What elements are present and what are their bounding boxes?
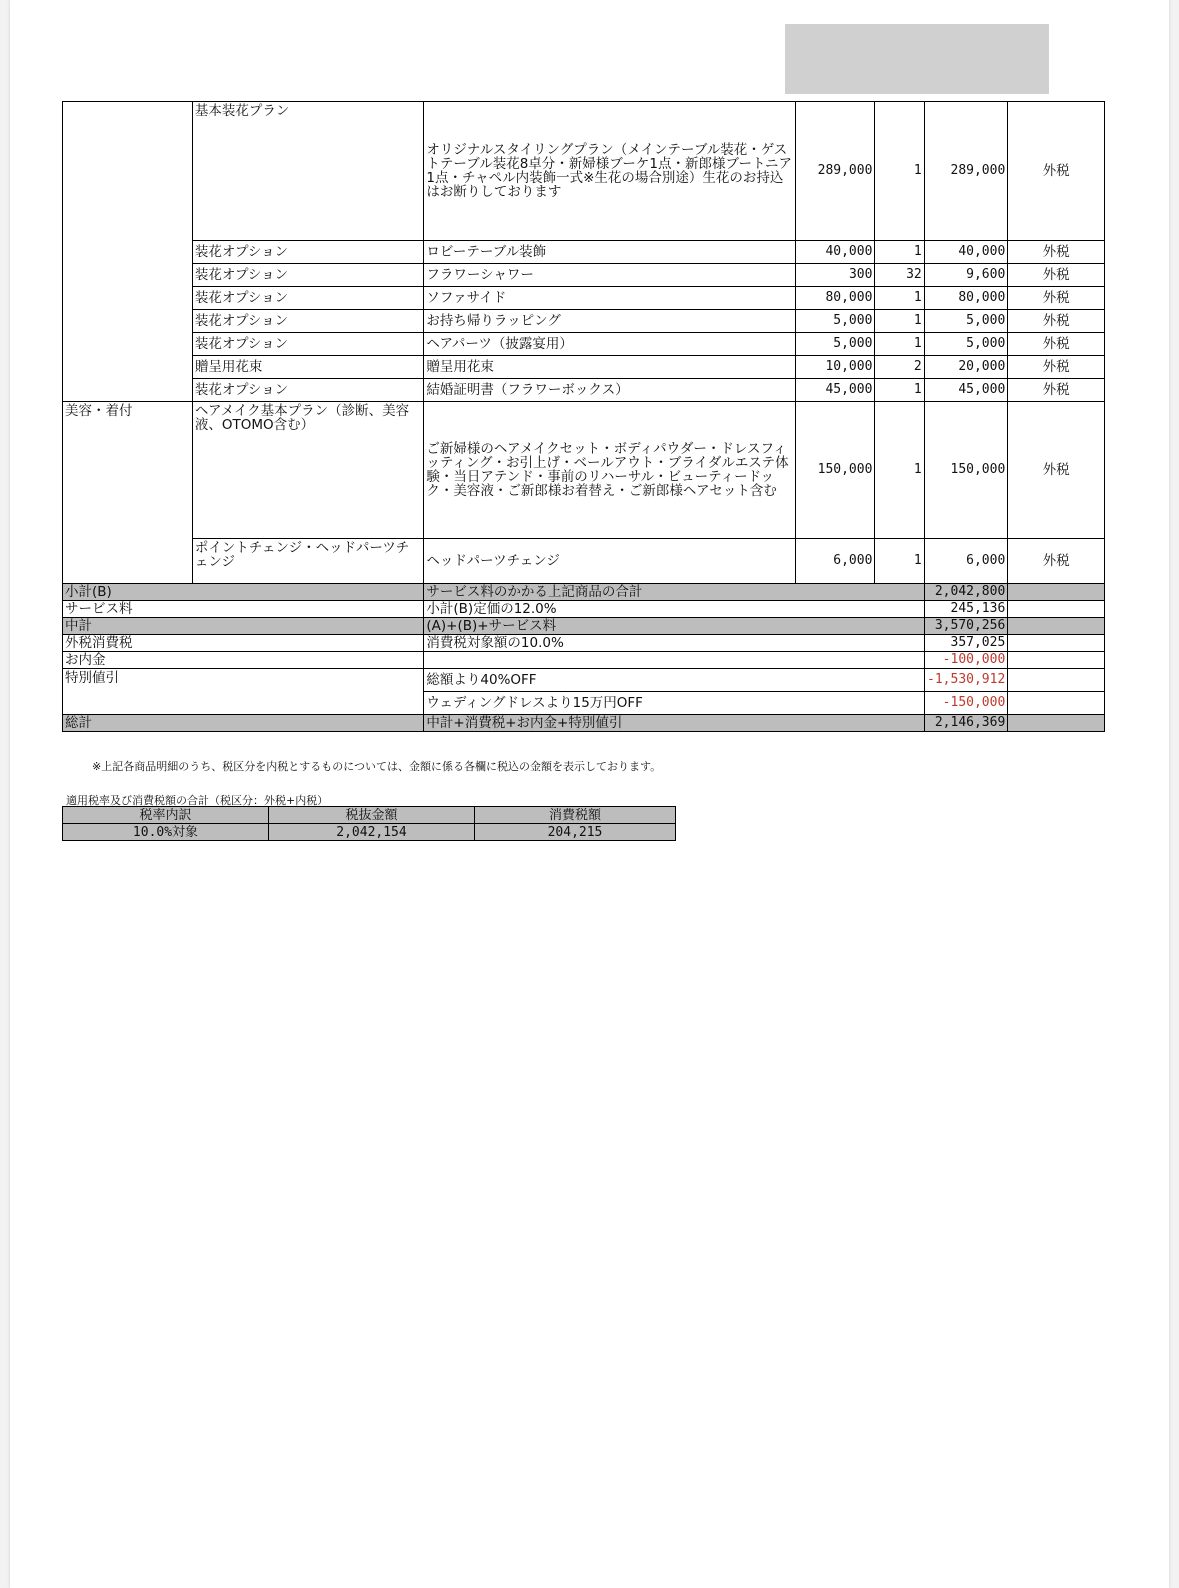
item-desc: 結婚証明書（フラワーボックス） — [424, 379, 795, 402]
item-tax: 外税 — [1008, 264, 1105, 287]
item-name: 装花オプション — [192, 379, 424, 402]
item-tax: 外税 — [1008, 241, 1105, 264]
midtotal-row — [63, 618, 1105, 635]
item-name: 装花オプション — [192, 264, 424, 287]
tax-label: 外税消費税 — [63, 635, 424, 652]
item-price: 150,000 — [795, 402, 875, 539]
item-tax: 外税 — [1008, 287, 1105, 310]
item-amount: 5,000 — [924, 310, 1008, 333]
item-name: ポイントチェンジ・ヘッドパーツチェンジ — [192, 539, 424, 584]
item-desc: ご新婦様のヘアメイクセット・ボディパウダー・ドレスフィッティング・お引上げ・ベールアウト・ブライダルエステ体験・当日アテンド・事前のリハーサル・ビューティードック・美容液・ご新郎様お着替え・ご新郎様ヘアセット含む — [424, 402, 795, 539]
table-row — [63, 287, 1105, 310]
item-amount: 150,000 — [924, 402, 1008, 539]
item-tax: 外税 — [1008, 102, 1105, 241]
table-row — [63, 539, 1105, 584]
subtotal-amount: 2,042,800 — [924, 584, 1008, 601]
item-qty: 1 — [875, 539, 924, 584]
item-amount: 40,000 — [924, 241, 1008, 264]
item-amount: 5,000 — [924, 333, 1008, 356]
total-desc: 中計+消費税+お内金+特別値引 — [424, 715, 924, 732]
item-amount: 6,000 — [924, 539, 1008, 584]
tax-summary-header — [63, 807, 676, 824]
midtotal-amount: 3,570,256 — [924, 618, 1008, 635]
item-desc: ヘアパーツ（披露宴用） — [424, 333, 795, 356]
service-amount: 245,136 — [924, 601, 1008, 618]
empty-cell — [1008, 601, 1105, 618]
item-desc: フラワーシャワー — [424, 264, 795, 287]
service-label: サービス料 — [63, 601, 424, 618]
item-qty: 2 — [875, 356, 924, 379]
table-row — [63, 379, 1105, 402]
table-row — [63, 402, 1105, 539]
discount-row — [63, 669, 1105, 692]
service-row — [63, 601, 1105, 618]
deposit-desc — [424, 652, 924, 669]
tax-row — [63, 635, 1105, 652]
item-price: 300 — [795, 264, 875, 287]
category-cell — [63, 102, 193, 402]
subtotal-desc: サービス料のかかる上記商品の合計 — [424, 584, 924, 601]
item-qty: 1 — [875, 287, 924, 310]
item-price: 10,000 — [795, 356, 875, 379]
discount-desc-1: 総額より40%OFF — [424, 669, 924, 692]
item-tax: 外税 — [1008, 333, 1105, 356]
item-tax: 外税 — [1008, 539, 1105, 584]
item-desc: ソファサイド — [424, 287, 795, 310]
redacted-area — [785, 24, 1049, 94]
discount-label: 特別値引 — [63, 669, 424, 715]
service-desc: 小計(B)定価の12.0% — [424, 601, 924, 618]
item-qty: 1 — [875, 402, 924, 539]
estimate-table — [62, 101, 1105, 732]
tax-header-base: 税抜金額 — [269, 807, 475, 824]
tax-header-rate: 税率内訳 — [63, 807, 269, 824]
item-name: 贈呈用花束 — [192, 356, 424, 379]
item-tax: 外税 — [1008, 310, 1105, 333]
tax-amount: 357,025 — [924, 635, 1008, 652]
table-row — [63, 310, 1105, 333]
deposit-row — [63, 652, 1105, 669]
midtotal-desc: (A)+(B)+サービス料 — [424, 618, 924, 635]
item-qty: 32 — [875, 264, 924, 287]
item-amount: 20,000 — [924, 356, 1008, 379]
discount-amount-1: -1,530,912 — [924, 669, 1008, 692]
item-name: 基本装花プラン — [192, 102, 424, 241]
item-price: 45,000 — [795, 379, 875, 402]
item-desc: ヘッドパーツチェンジ — [424, 539, 795, 584]
item-price: 40,000 — [795, 241, 875, 264]
subtotal-label: 小計(B) — [63, 584, 424, 601]
item-price: 289,000 — [795, 102, 875, 241]
item-qty: 1 — [875, 379, 924, 402]
item-name: ヘアメイク基本プラン（診断、美容液、OTOMO含む） — [192, 402, 424, 539]
discount-desc-2: ウェディングドレスより15万円OFF — [424, 692, 924, 715]
total-label: 総計 — [63, 715, 424, 732]
item-amount: 289,000 — [924, 102, 1008, 241]
tax-amount-total: 204,215 — [475, 824, 676, 841]
table-row — [63, 356, 1105, 379]
empty-cell — [1008, 692, 1105, 715]
item-name: 装花オプション — [192, 310, 424, 333]
tax-header-tax: 消費税額 — [475, 807, 676, 824]
item-tax: 外税 — [1008, 402, 1105, 539]
empty-cell — [1008, 635, 1105, 652]
item-price: 80,000 — [795, 287, 875, 310]
empty-cell — [1008, 584, 1105, 601]
deposit-label: お内金 — [63, 652, 424, 669]
item-qty: 1 — [875, 102, 924, 241]
tax-base: 2,042,154 — [269, 824, 475, 841]
item-desc: お持ち帰りラッピング — [424, 310, 795, 333]
subtotal-row — [63, 584, 1105, 601]
item-name: 装花オプション — [192, 333, 424, 356]
tax-summary-title: 適用税率及び消費税額の合計（税区分：外税+内税） — [66, 794, 329, 807]
item-desc: オリジナルスタイリングプラン（メインテーブル装花・ゲストテーブル装花8卓分・新婦様ブーケ1点・新郎様ブートニア1点・チャペル内装飾一式※生花の場合別途）生花のお持込はお断りしております — [424, 102, 795, 241]
item-qty: 1 — [875, 333, 924, 356]
empty-cell — [1008, 715, 1105, 732]
deposit-amount: -100,000 — [924, 652, 1008, 669]
empty-cell — [1008, 669, 1105, 692]
tax-desc: 消費税対象額の10.0% — [424, 635, 924, 652]
tax-summary-table — [62, 806, 676, 841]
item-amount: 9,600 — [924, 264, 1008, 287]
empty-cell — [1008, 618, 1105, 635]
item-price: 5,000 — [795, 310, 875, 333]
total-row — [63, 715, 1105, 732]
tax-summary-row — [63, 824, 676, 841]
midtotal-label: 中計 — [63, 618, 424, 635]
item-qty: 1 — [875, 310, 924, 333]
item-qty: 1 — [875, 241, 924, 264]
empty-cell — [1008, 652, 1105, 669]
tax-rate: 10.0%対象 — [63, 824, 269, 841]
table-row — [63, 241, 1105, 264]
item-name: 装花オプション — [192, 287, 424, 310]
item-price: 6,000 — [795, 539, 875, 584]
discount-amount-2: -150,000 — [924, 692, 1008, 715]
item-name: 装花オプション — [192, 241, 424, 264]
category-cell: 美容・着付 — [63, 402, 193, 584]
total-amount: 2,146,369 — [924, 715, 1008, 732]
item-amount: 80,000 — [924, 287, 1008, 310]
table-row — [63, 102, 1105, 241]
table-row — [63, 333, 1105, 356]
item-amount: 45,000 — [924, 379, 1008, 402]
item-price: 5,000 — [795, 333, 875, 356]
item-tax: 外税 — [1008, 356, 1105, 379]
item-desc: 贈呈用花束 — [424, 356, 795, 379]
tax-note: ※上記各商品明細のうち、税区分を内税とするものについては、金額に係る各欄に税込の金額を表示しております。 — [92, 760, 662, 773]
table-row — [63, 264, 1105, 287]
item-tax: 外税 — [1008, 379, 1105, 402]
item-desc: ロビーテーブル装飾 — [424, 241, 795, 264]
